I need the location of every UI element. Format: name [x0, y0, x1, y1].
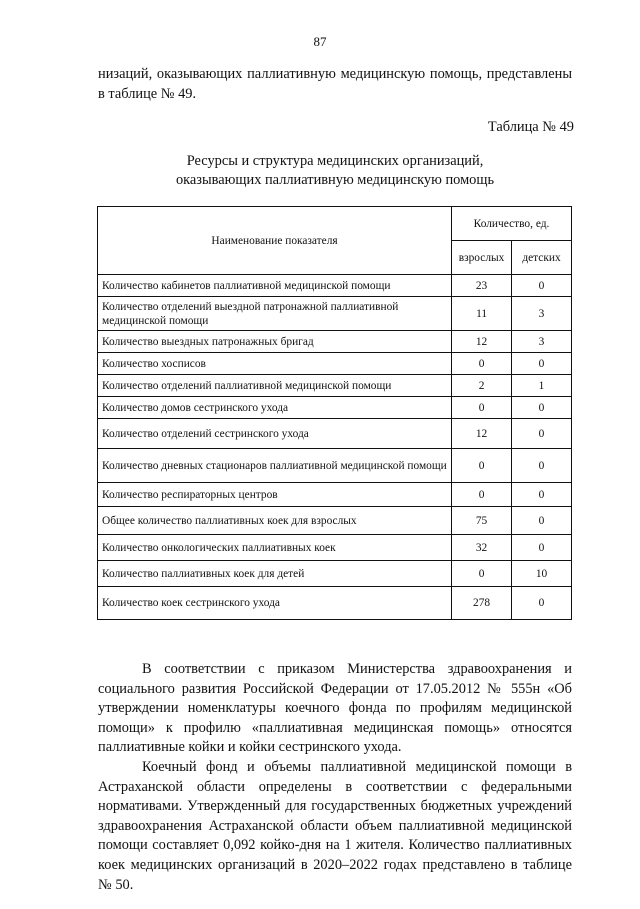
- row-name-cell: Количество выездных патронажных бригад: [98, 331, 452, 353]
- page-number: 87: [313, 34, 327, 49]
- row-adults-cell: 0: [452, 483, 512, 507]
- row-children-cell: 0: [512, 587, 572, 620]
- row-name-cell: Количество онкологических паллиативных коек: [98, 535, 452, 561]
- table-row: [98, 331, 572, 353]
- header-quantity: Количество, ед.: [452, 207, 572, 241]
- table-title: [98, 152, 572, 190]
- row-adults-cell: 0: [452, 397, 512, 419]
- table-row: [98, 535, 572, 561]
- row-children-cell: 0: [512, 483, 572, 507]
- row-children-cell: 0: [512, 397, 572, 419]
- table-row: [98, 375, 572, 397]
- row-children-cell: 0: [512, 353, 572, 375]
- row-children-cell: 10: [512, 561, 572, 587]
- paragraph-bed-fund: Коечный фонд и объемы паллиативной медицинской помощи в Астраханской области определены в соответствии с федеральными нормативами. Утвержденный для государственных бюджетных учреждений здравоохранения Астраханской области объем паллиативной медицинской помощи составляет 0,092 койко-дня на 1 жителя. Количество паллиативных коек медицинских организаций в 2020–2022 годах представлено в таблице № 50.: [98, 758, 572, 893]
- header-indicator: Наименование показателя: [98, 207, 452, 275]
- row-adults-cell: 2: [452, 375, 512, 397]
- row-children-cell: 1: [512, 375, 572, 397]
- table-title-line-2: оказывающих паллиативную медицинскую помощь: [175, 172, 495, 188]
- row-children-cell: 0: [512, 507, 572, 535]
- row-name-cell: Общее количество паллиативных коек для взрослых: [98, 507, 452, 535]
- row-adults-cell: 75: [452, 507, 512, 535]
- row-adults-cell: 11: [452, 297, 512, 331]
- row-name-cell: Количество кабинетов паллиативной медицинской помощи: [98, 275, 452, 297]
- row-children-cell: 0: [512, 449, 572, 483]
- row-name-cell: Количество паллиативных коек для детей: [98, 561, 452, 587]
- table-label: Таблица № 49: [487, 119, 574, 135]
- header-children: детских: [512, 241, 572, 275]
- row-adults-cell: 0: [452, 449, 512, 483]
- row-children-cell: 0: [512, 419, 572, 449]
- row-name-cell: Количество респираторных центров: [98, 483, 452, 507]
- table-row: [98, 353, 572, 375]
- table-row: [98, 483, 572, 507]
- table-row: [98, 275, 572, 297]
- row-name-cell: Количество отделений сестринского ухода: [98, 419, 452, 449]
- table-row: [98, 449, 572, 483]
- header-adults: взрослых: [452, 241, 512, 275]
- row-adults-cell: 12: [452, 331, 512, 353]
- row-name-cell: Количество отделений выездной патронажной паллиативной медицинской помощи: [98, 297, 452, 331]
- row-children-cell: 3: [512, 297, 572, 331]
- row-adults-cell: 0: [452, 561, 512, 587]
- table-row: [98, 587, 572, 620]
- row-name-cell: Количество домов сестринского ухода: [98, 397, 452, 419]
- row-children-cell: 0: [512, 275, 572, 297]
- body-text: [98, 660, 572, 895]
- table-row: [98, 561, 572, 587]
- row-adults-cell: 23: [452, 275, 512, 297]
- row-name-cell: Количество отделений паллиативной медицинской помощи: [98, 375, 452, 397]
- row-name-cell: Количество дневных стационаров паллиативной медицинской помощи: [98, 449, 452, 483]
- table-row: [98, 297, 572, 331]
- row-adults-cell: 0: [452, 353, 512, 375]
- paragraph-order: В соответствии с приказом Министерства здравоохранения и социального развития Российской Федерации от 17.05.2012 № 555н «Об утверждении номенклатуры коечного фонда по профилям медицинской помощи» к профилю «паллиативная медицинская помощь» относятся паллиативные койки и койки сестринского ухода.: [98, 661, 572, 756]
- row-name-cell: Количество хосписов: [98, 353, 452, 375]
- row-name-cell: Количество коек сестринского ухода: [98, 587, 452, 620]
- row-adults-cell: 32: [452, 535, 512, 561]
- table-body: [98, 275, 572, 620]
- row-adults-cell: 278: [452, 587, 512, 620]
- row-adults-cell: 12: [452, 419, 512, 449]
- table-row: [98, 419, 572, 449]
- table-row: [98, 507, 572, 535]
- intro-paragraph: низаций, оказывающих паллиативную медицинскую помощь, представлены в таблице № 49.: [98, 66, 572, 102]
- table-row: [98, 397, 572, 419]
- table-title-line-1: Ресурсы и структура медицинских организаций,: [186, 153, 484, 169]
- row-children-cell: 0: [512, 535, 572, 561]
- resources-table: [97, 206, 572, 620]
- row-children-cell: 3: [512, 331, 572, 353]
